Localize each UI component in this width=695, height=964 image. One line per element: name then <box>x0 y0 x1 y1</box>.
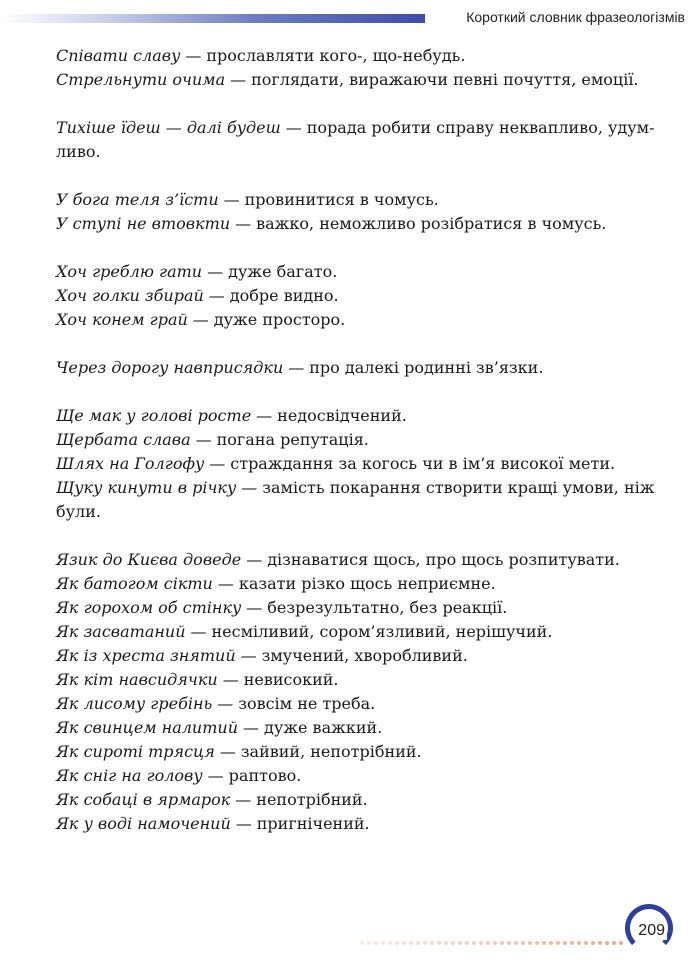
dictionary-entry <box>56 740 666 764</box>
em-dash-separator: — <box>208 286 225 305</box>
footer-dot <box>360 941 364 945</box>
phraseologism-term: Як горохом об стінку <box>56 598 242 617</box>
dictionary-entry <box>56 596 666 620</box>
footer-dot <box>493 941 497 945</box>
page-number: 209 <box>638 922 665 939</box>
phraseologism-definition: змучений, хворобливий. <box>261 646 468 665</box>
footer-dot <box>591 941 595 945</box>
dictionary-entry <box>56 68 666 92</box>
footer-dot <box>472 941 476 945</box>
phraseologism-definition: невисокий. <box>243 670 339 689</box>
dictionary-entry <box>56 44 666 68</box>
em-dash-separator: — <box>217 574 234 593</box>
phraseologism-term: Як сніг на голову <box>56 766 203 785</box>
entry-group <box>56 116 666 164</box>
footer-dot <box>605 941 609 945</box>
footer-dot <box>381 941 385 945</box>
footer-dot <box>430 941 434 945</box>
dictionary-entry <box>56 428 666 452</box>
entry-group <box>56 188 666 236</box>
em-dash-separator: — <box>246 550 263 569</box>
phraseologism-term: Хоч греблю гати <box>56 262 203 281</box>
phraseologism-term: Як засватаний <box>56 622 186 641</box>
em-dash-separator: — <box>288 358 305 377</box>
dictionary-entry <box>56 260 666 284</box>
em-dash-separator: — <box>192 310 209 329</box>
footer-dot <box>423 941 427 945</box>
footer-dot <box>458 941 462 945</box>
phraseologism-definition: зайвий, непотрібний. <box>240 742 422 761</box>
entry-group <box>56 404 666 524</box>
dictionary-entry <box>56 356 666 380</box>
phraseologism-term: Як лисому гребінь <box>56 694 213 713</box>
em-dash-separator: — <box>285 118 302 137</box>
em-dash-separator: — <box>230 70 247 89</box>
phraseologism-definition: непотрібний. <box>256 790 368 809</box>
phraseologism-term: Щербата слава <box>56 430 191 449</box>
phraseologism-term: Шлях на Голгофу <box>56 454 205 473</box>
phraseologism-definition: безрезультатно, без реакції. <box>267 598 508 617</box>
em-dash-separator: — <box>207 766 224 785</box>
phraseologism-definition: раптово. <box>228 766 302 785</box>
phraseologism-definition: прославляти кого-, що-небудь. <box>206 46 466 65</box>
em-dash-separator: — <box>240 646 257 665</box>
phraseologism-definition: дуже важкий. <box>264 718 383 737</box>
phraseologism-definition: зовсім не треба. <box>238 694 376 713</box>
phraseologism-definition: замість покарання створити кращі умови, ніж були. <box>56 478 655 521</box>
phraseologism-term: Як собаці в ярмарок <box>56 790 231 809</box>
dictionary-entry <box>56 212 666 236</box>
dictionary-entry <box>56 764 666 788</box>
phraseologism-definition: погана репутація. <box>216 430 369 449</box>
phraseologism-definition: дуже багато. <box>228 262 338 281</box>
phraseologism-definition: недосвідчений. <box>277 406 407 425</box>
footer-dot <box>598 941 602 945</box>
entry-group <box>56 260 666 332</box>
phraseologism-term: Хоч голки збирай <box>56 286 204 305</box>
footer-dot <box>556 941 560 945</box>
footer-dot <box>444 941 448 945</box>
em-dash-separator: — <box>195 430 212 449</box>
footer-dot <box>612 941 616 945</box>
dictionary-entry <box>56 452 666 476</box>
phraseologism-definition: пригнічений. <box>256 814 370 833</box>
em-dash-separator: — <box>223 190 240 209</box>
footer-dot <box>437 941 441 945</box>
phraseologism-term: Стрельнути очима <box>56 70 226 89</box>
dictionary-entry <box>56 308 666 332</box>
phraseologism-term: Як батогом сікти <box>56 574 213 593</box>
footer-dot <box>479 941 483 945</box>
footer-dot <box>584 941 588 945</box>
em-dash-separator: — <box>217 694 234 713</box>
em-dash-separator: — <box>235 790 252 809</box>
dictionary-entry <box>56 572 666 596</box>
dictionary-entry <box>56 668 666 692</box>
footer-dot <box>409 941 413 945</box>
header-decorative-bar <box>0 14 425 23</box>
entry-group <box>56 548 666 836</box>
em-dash-separator: — <box>207 262 224 281</box>
em-dash-separator: — <box>185 46 202 65</box>
em-dash-separator: — <box>190 622 207 641</box>
entry-group <box>56 44 666 92</box>
em-dash-separator: — <box>222 670 239 689</box>
phraseologism-term: Щуку кинути в річку <box>56 478 237 497</box>
footer-dot <box>402 941 406 945</box>
footer-dot <box>416 941 420 945</box>
dictionary-entry <box>56 692 666 716</box>
dictionary-entries <box>56 44 666 860</box>
phraseologism-term: Ще мак у голові росте <box>56 406 252 425</box>
em-dash-separator: — <box>246 598 263 617</box>
phraseologism-term: Через дорогу навприсядки <box>56 358 284 377</box>
phraseologism-definition: порада робити справу неквапливо, удум-ливо. <box>56 118 655 161</box>
footer-dot <box>388 941 392 945</box>
footer-dot <box>528 941 532 945</box>
footer-dot <box>374 941 378 945</box>
phraseologism-definition: страждання за когось чи в ім’я високої мети. <box>230 454 616 473</box>
phraseologism-term: Як у воді намочений <box>56 814 231 833</box>
dictionary-entry <box>56 476 666 524</box>
footer-dot <box>549 941 553 945</box>
phraseologism-term: Як сироті трясця <box>56 742 215 761</box>
dictionary-entry <box>56 812 666 836</box>
footer-dot <box>542 941 546 945</box>
em-dash-separator: — <box>241 478 258 497</box>
em-dash-separator: — <box>243 718 260 737</box>
phraseologism-definition: провинитися в чомусь. <box>244 190 439 209</box>
phraseologism-term: Як кіт навсидячки <box>56 670 218 689</box>
phraseologism-term: Співати славу <box>56 46 181 65</box>
em-dash-separator: — <box>256 406 273 425</box>
footer-dot <box>500 941 504 945</box>
entry-group <box>56 356 666 380</box>
phraseologism-definition: важко, неможливо розібратися в чомусь. <box>256 214 607 233</box>
phraseologism-term: Тихіше їдеш — далі будеш <box>56 118 281 137</box>
phraseologism-definition: добре видно. <box>229 286 339 305</box>
phraseologism-term: Як із хреста знятий <box>56 646 236 665</box>
phraseologism-definition: дізнаватися щось, про щось розпитувати. <box>267 550 620 569</box>
dictionary-entry <box>56 404 666 428</box>
dictionary-entry <box>56 116 666 164</box>
phraseologism-term: У ступі не втовкти <box>56 214 231 233</box>
phraseologism-definition: несміливий, сором’язливий, нерішучий. <box>211 622 553 641</box>
footer-dot <box>486 941 490 945</box>
footer-dot <box>451 941 455 945</box>
phraseologism-definition: поглядати, виражаючи певні почуття, емоції. <box>251 70 639 89</box>
footer-dot <box>395 941 399 945</box>
em-dash-separator: — <box>219 742 236 761</box>
em-dash-separator: — <box>209 454 226 473</box>
em-dash-separator: — <box>235 214 252 233</box>
running-header-title: Короткий словник фразеологізмів <box>466 9 685 25</box>
phraseologism-term: Як свинцем налитий <box>56 718 239 737</box>
phraseologism-definition: казати різко щось неприємне. <box>238 574 496 593</box>
dictionary-entry <box>56 188 666 212</box>
dictionary-entry <box>56 548 666 572</box>
phraseologism-term: Хоч конем грай <box>56 310 188 329</box>
footer-dot <box>521 941 525 945</box>
phraseologism-definition: дуже просторо. <box>213 310 346 329</box>
footer-dot <box>367 941 371 945</box>
footer-dot <box>619 941 623 945</box>
footer-dot <box>563 941 567 945</box>
footer-dot <box>535 941 539 945</box>
dictionary-entry <box>56 644 666 668</box>
footer-dot <box>570 941 574 945</box>
dictionary-entry <box>56 284 666 308</box>
em-dash-separator: — <box>235 814 252 833</box>
footer-dotted-line <box>360 938 626 948</box>
dictionary-entry <box>56 788 666 812</box>
footer-dot <box>465 941 469 945</box>
phraseologism-term: У бога теля з’їсти <box>56 190 219 209</box>
dictionary-entry <box>56 620 666 644</box>
phraseologism-term: Язик до Києва доведе <box>56 550 242 569</box>
footer-dot <box>514 941 518 945</box>
dictionary-entry <box>56 716 666 740</box>
footer-dot <box>507 941 511 945</box>
phraseologism-definition: про далекі родинні зв’язки. <box>309 358 544 377</box>
footer-dot <box>577 941 581 945</box>
